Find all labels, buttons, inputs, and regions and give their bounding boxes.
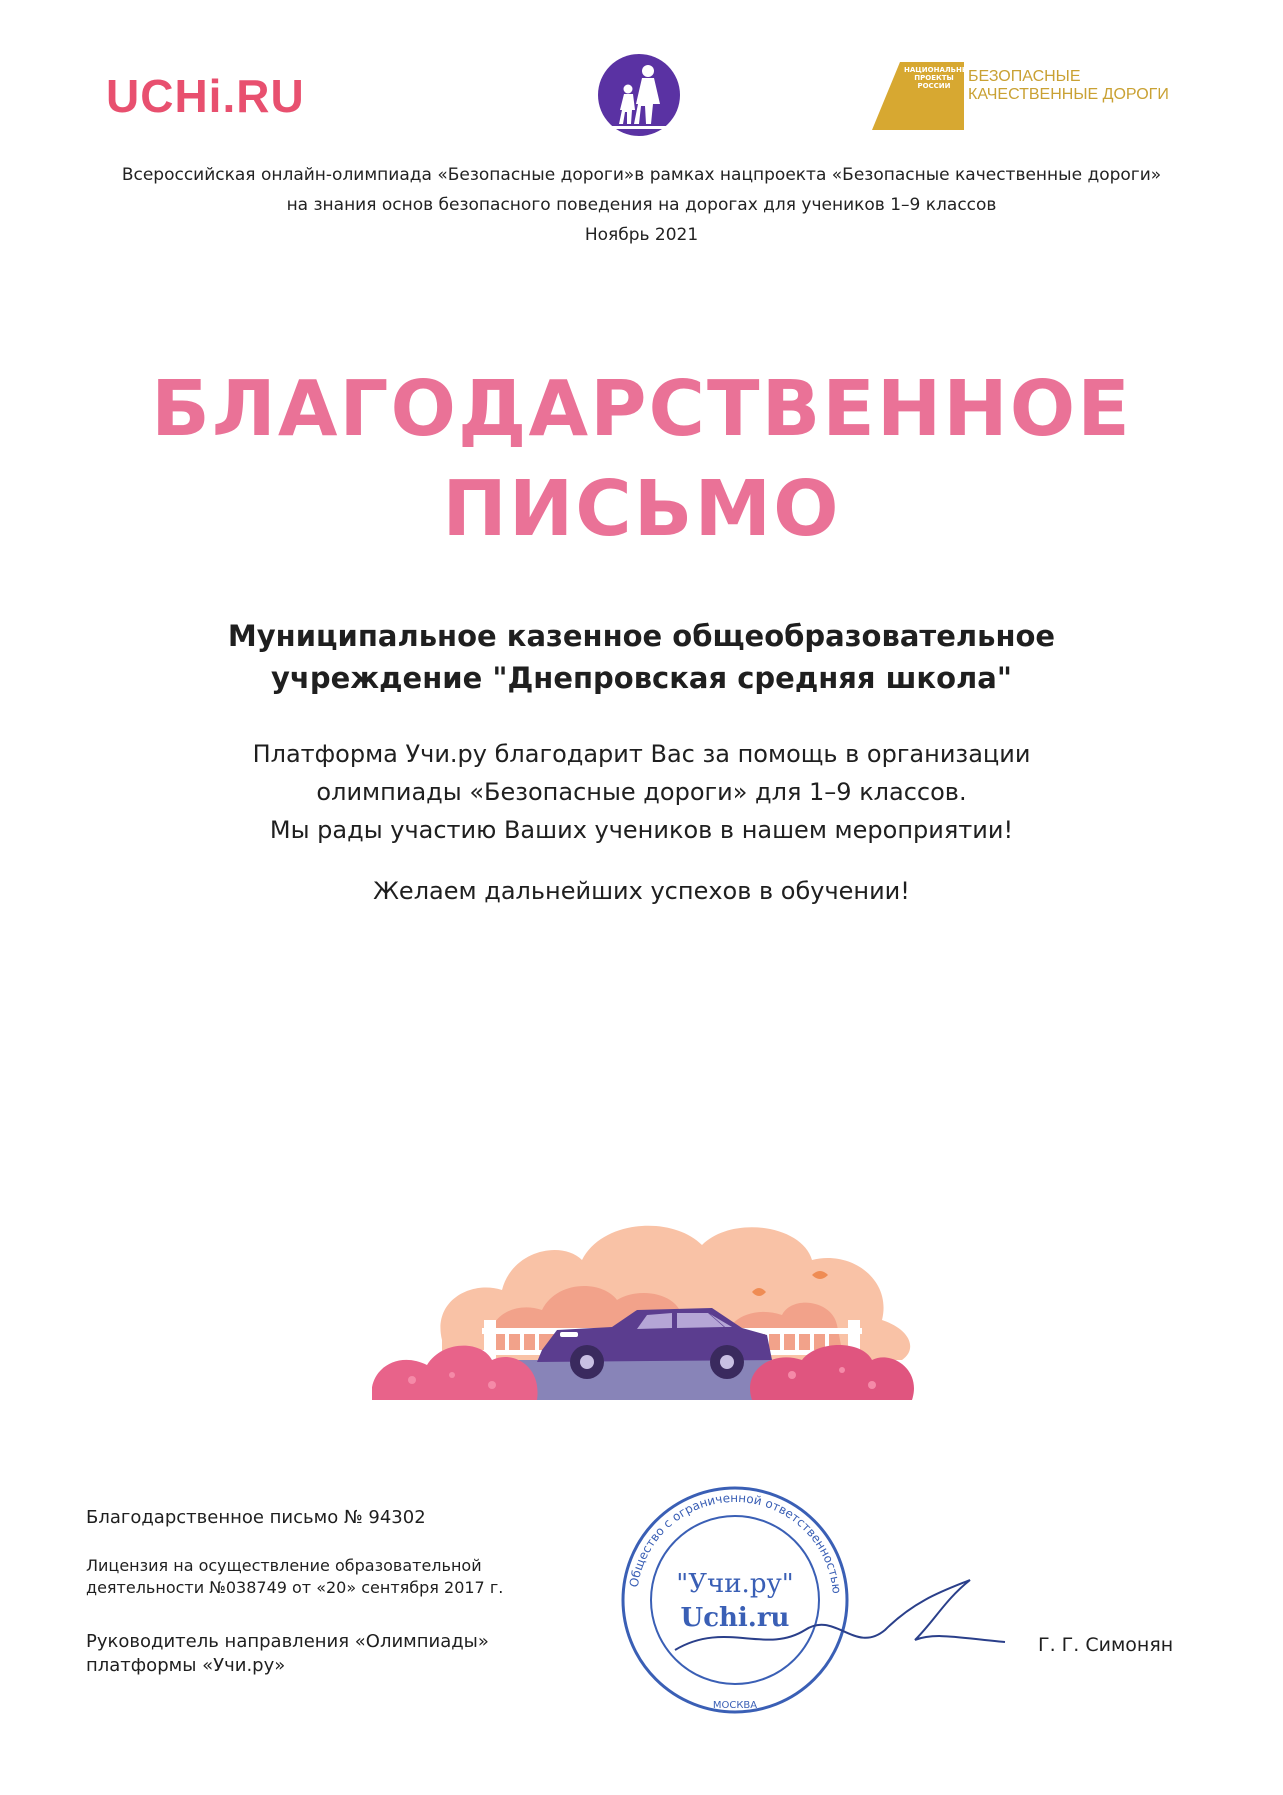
stamp-ring-text: Общество с ограниченной ответственностью	[626, 1490, 844, 1595]
safe-roads-title-line2: КАЧЕСТВЕННЫЕ ДОРОГИ	[968, 86, 1169, 103]
license-line2: деятельности №038749 от «20» сентября 2017 г.	[86, 1578, 504, 1597]
intro-text	[60, 160, 1223, 250]
role-line2: платформы «Учи.ру»	[86, 1655, 286, 1676]
company-stamp	[615, 1480, 1015, 1720]
license-line1: Лицензия на осуществление образовательной	[86, 1556, 482, 1575]
thanks-message	[80, 735, 1203, 849]
license-info	[86, 1555, 503, 1599]
intro-line1: Всероссийская онлайн-олимпиада «Безопасные дороги»в рамках нацпроекта «Безопасные качественные дороги»	[121, 165, 1162, 185]
car-illustration	[372, 1200, 952, 1400]
uchi-logo-text: UCHi.RU	[106, 70, 305, 122]
stamp-center-en: Uchi.ru	[680, 1603, 790, 1633]
role-line1: Руководитель направления «Олимпиады»	[86, 1631, 489, 1652]
recipient-name	[80, 615, 1203, 699]
national-projects-text: НАЦИОНАЛЬНЫЕ ПРОЕКТЫ РОССИИ	[904, 66, 974, 90]
stamp-center-ru: "Учи.ру"	[676, 1569, 794, 1599]
intro-line2: на знания основ безопасного поведения на дорогах для учеников 1–9 классов	[286, 195, 997, 215]
message-line1: Платформа Учи.ру благодарит Вас за помощь в организации	[252, 740, 1031, 768]
intro-date: Ноябрь 2021	[584, 225, 699, 245]
title-line2: ПИСЬМО	[442, 465, 841, 554]
safe-roads-title	[968, 68, 1198, 104]
message-line2: олимпиады «Безопасные дороги» для 1–9 классов.	[316, 778, 967, 806]
recipient-line2: учреждение "Днепровская средняя школа"	[271, 661, 1012, 695]
letter-number: Благодарственное письмо № 94302	[86, 1507, 426, 1528]
uchi-logo	[106, 70, 305, 122]
signer-name: Г. Г. Симонян	[1038, 1634, 1174, 1656]
recipient-line1: Муниципальное казенное общеобразовательное	[227, 619, 1056, 653]
signer-role	[86, 1630, 489, 1678]
safe-roads-logo	[870, 60, 1190, 132]
wish-message: Желаем дальнейших успехов в обучении!	[373, 877, 910, 905]
message-line3: Мы рады участию Ваших учеников в нашем мероприятии!	[269, 816, 1014, 844]
safe-roads-title-line1: БЕЗОПАСНЫЕ	[968, 68, 1081, 85]
stamp-city: МОСКВА	[712, 1700, 758, 1711]
page-title	[60, 360, 1223, 560]
title-line1: БЛАГОДАРСТВЕННОЕ	[151, 365, 1132, 454]
pedestrian-sign-logo	[598, 54, 680, 136]
